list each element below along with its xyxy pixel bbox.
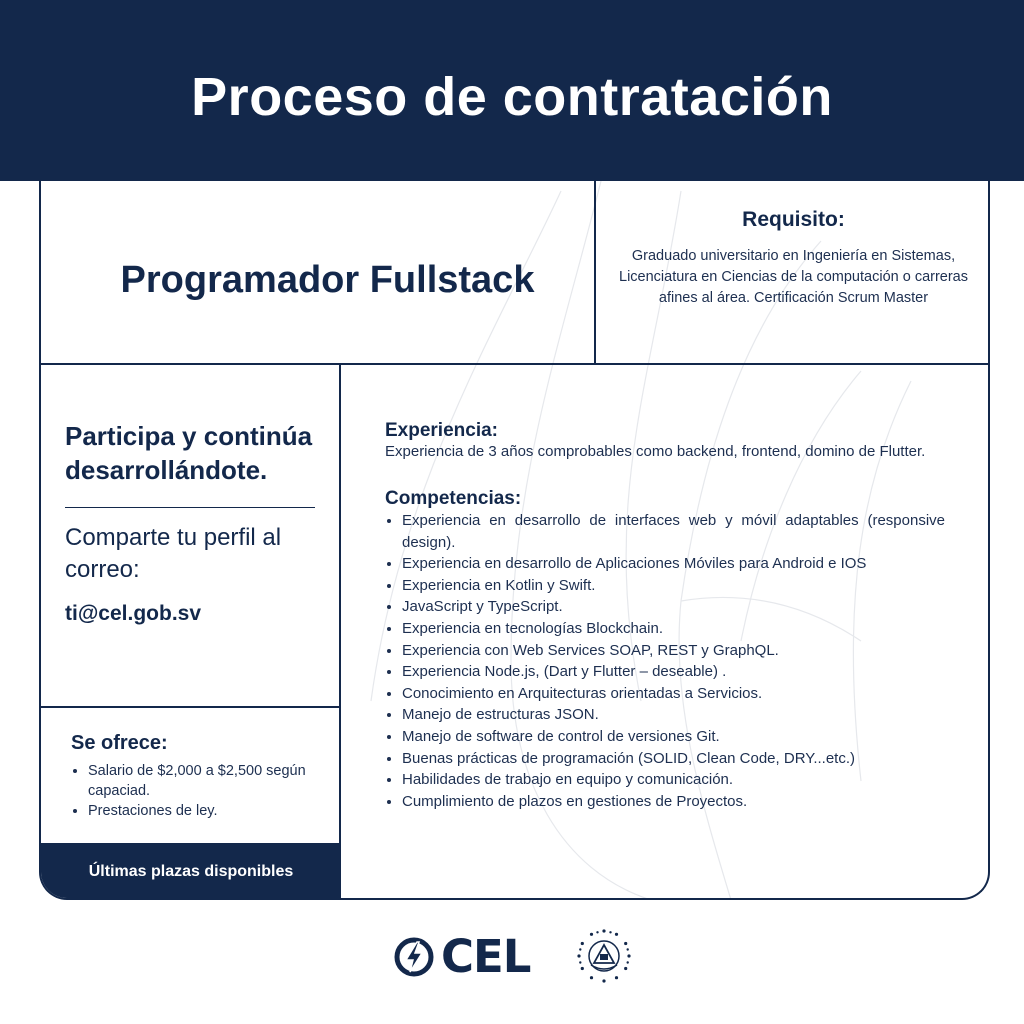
header-banner: [0, 0, 1024, 181]
offer-cell: [41, 708, 339, 842]
requirement-heading: Requisito:: [742, 208, 845, 231]
banner-text: Últimas plazas disponibles: [88, 862, 294, 880]
competencies-list: [385, 510, 945, 812]
list-item: • Experiencia en desarrollo de Aplicaciones Móviles para Android e IOS: [402, 553, 945, 575]
list-item: • Experiencia en Kotlin y Swift.: [402, 575, 945, 597]
requirement-text: Graduado universitario en Ingeniería en Sistemas, Licenciatura en Ciencias de la computación o carreras afines al área. Certificación Scrum Master: [619, 248, 968, 306]
contact-email[interactable]: ti@cel.gob.sv: [65, 602, 202, 625]
list-item: • Cumplimiento de plazos en gestiones de Proyectos.: [402, 791, 945, 813]
divider: [339, 363, 341, 900]
competencies-heading: Competencias:: [385, 488, 522, 509]
list-item: • Manejo de estructuras JSON.: [402, 704, 945, 726]
offer-list: [71, 761, 339, 821]
list-item: • Manejo de software de control de versiones Git.: [402, 726, 945, 748]
footer: [0, 900, 1024, 1024]
details-cell: [385, 365, 945, 812]
availability-banner: [41, 843, 341, 900]
page-title: Proceso de contratación: [191, 66, 833, 127]
divider: [594, 181, 596, 363]
list-item: • Experiencia Node.js, (Dart y Flutter – deseable) .: [402, 661, 945, 683]
list-item: • Habilidades de trabajo en equipo y comunicación.: [402, 769, 945, 791]
list-item: • Buenas prácticas de programación (SOLID, Clean Code, DRY...etc.): [402, 748, 945, 770]
list-item: • Conocimiento en Arquitecturas orientadas a Servicios.: [402, 683, 945, 705]
offer-heading: Se ofrece:: [71, 732, 168, 754]
lightning-bolt-icon: [393, 936, 435, 978]
list-item: • Experiencia en tecnologías Blockchain.: [402, 618, 945, 640]
experience-text: Experiencia de 3 años comprobables como backend, frontend, domino de Flutter.: [385, 443, 926, 460]
divider: [65, 507, 315, 508]
cta-heading: Participa y continúa desarrollándote.: [65, 421, 313, 485]
job-card: [39, 181, 990, 900]
experience-heading: Experiencia:: [385, 420, 498, 441]
requirement-cell: [597, 181, 990, 363]
list-item: • JavaScript y TypeScript.: [402, 596, 945, 618]
share-text: Comparte tu perfil al correo:: [65, 524, 282, 583]
government-seal-icon: [575, 927, 633, 985]
list-item: • Salario de $2,000 a $2,500 según capaciad.: [88, 761, 339, 801]
logo-text: CEL: [441, 930, 531, 983]
cta-cell: [41, 365, 339, 706]
list-item: • Experiencia con Web Services SOAP, REST y GraphQL.: [402, 640, 945, 662]
list-item: • Prestaciones de ley.: [88, 801, 339, 821]
list-item: • Experiencia en desarrollo de interfaces web y móvil adaptables (responsive design).: [402, 510, 945, 553]
job-title-cell: [41, 181, 594, 363]
job-title: Programador Fullstack: [120, 258, 535, 301]
cel-logo: [393, 930, 530, 983]
